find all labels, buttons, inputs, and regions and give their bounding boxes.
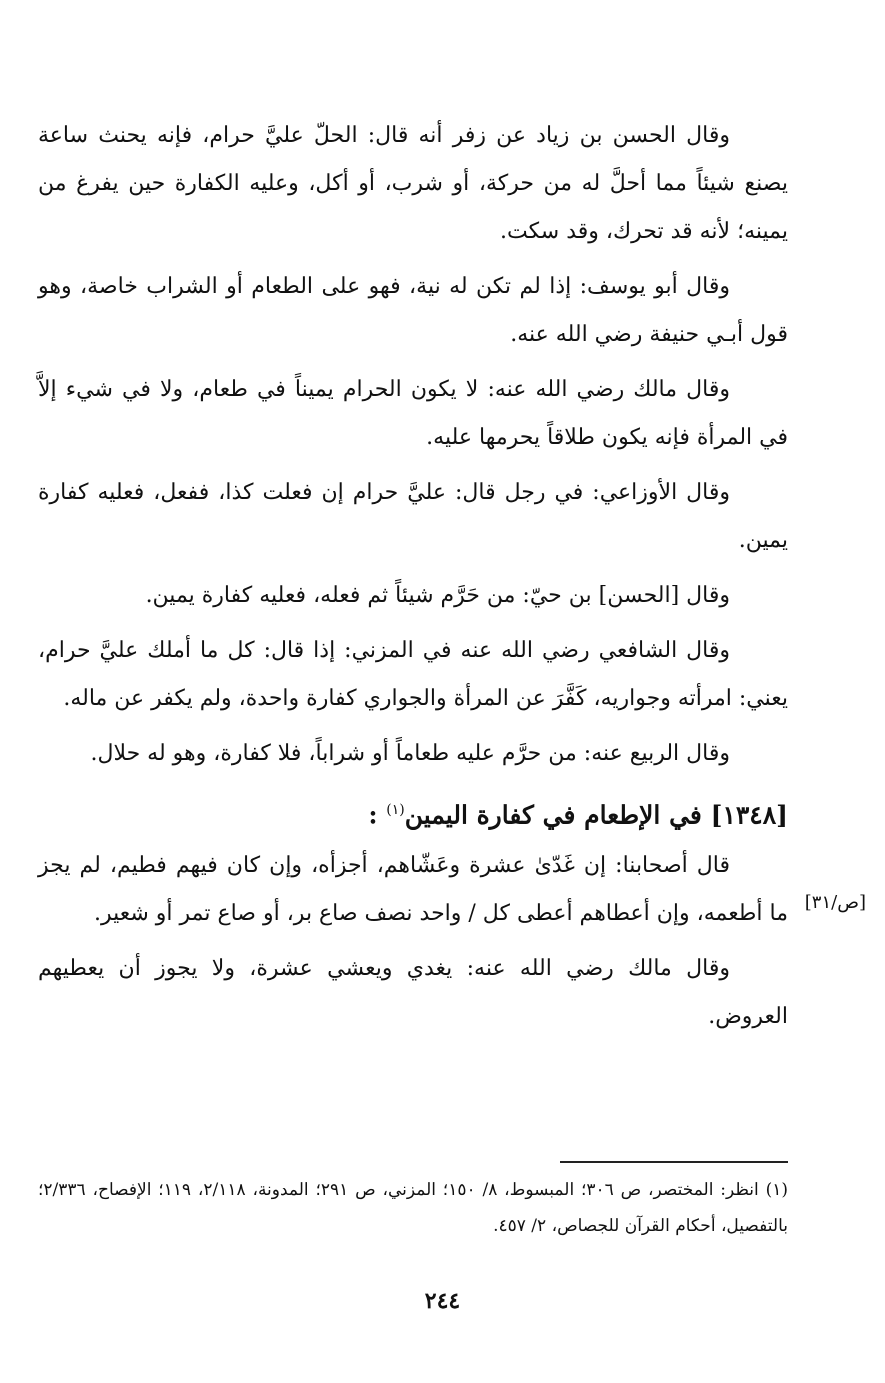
- paragraph-ashabuna: قال أصحابنا: إن غَدّىٰ عشرة وعَشّاهم، أجزأه، وإن كان فيهم فطيم، لم يجز ما أطعمه، وإن أعطاهم أعطى كل / واحد نصف صاع بر، أو صاع تمر أو شعير.: [38, 853, 788, 927]
- page-number: ٢٤٤: [424, 1288, 461, 1314]
- paragraph-awzai: وقال الأوزاعي: في رجل قال: عليَّ حرام إن فعلت كذا، ففعل، فعليه كفارة يمين.: [38, 480, 788, 553]
- footnote-divider: [560, 1161, 788, 1163]
- section-heading: [38, 785, 788, 840]
- paragraph-hasan-ibn-hayy: وقال [الحسن] بن حيّ: من حَرَّم شيئاً ثم فعله، فعليه كفارة يمين.: [145, 583, 730, 608]
- footnote-reference[interactable]: (١): [386, 802, 405, 818]
- paragraph-rabi: وقال الربيع عنه: من حرَّم عليه طعاماً أو شراباً، فلا كفارة، وهو له حلال.: [90, 741, 730, 766]
- margin-page-note: [ص/٣١]: [804, 892, 866, 914]
- paragraph-shafii: وقال الشافعي رضي الله عنه في المزني: إذا قال: كل ما أملك عليَّ حرام، يعني: امرأته وجواريه، كَفَّرَ عن المرأة والجواري كفارة واحدة، ولم يكفر عن ماله.: [38, 638, 788, 711]
- paragraph-hasan-ibn-ziyad: وقال الحسن بن زياد عن زفر أنه قال: الحلّ عليَّ حرام، فإنه يحنث ساعة يصنع شيئاً مما أحلَّ له من حركة، أو شرب، أو أكل، وعليه الكفارة حين يفرغ من يمينه؛ لأنه قد تحرك، وقد سكت.: [38, 123, 788, 244]
- section-title: في الإطعام في كفارة اليمين: [404, 800, 702, 830]
- section-body: [38, 842, 866, 1041]
- paragraph-malik-feeding: وقال مالك رضي الله عنه: يغدي ويعشي عشرة، ولا يجوز أن يعطيهم العروض.: [38, 956, 788, 1030]
- page-body: [38, 112, 866, 1048]
- footnote: (١) انظر: المختصر، ص ٣٠٦؛ المبسوط، ٨/ ١٥٠؛ المزني، ص ٢٩١؛ المدونة، ٢/١١٨، ١١٩؛ الإفصاح، ٢/٣٣٦؛ بالتفصيل، أحكام القرآن للجصاص، ٢/ ٤٥٧.: [38, 1180, 788, 1236]
- paragraph-abu-yusuf: وقال أبو يوسف: إذا لم تكن له نية، فهو على الطعام أو الشراب خاصة، وهو قول أبـي حنيفة رضي الله عنه.: [38, 274, 788, 347]
- paragraph-malik: وقال مالك رضي الله عنه: لا يكون الحرام يميناً في طعام، ولا في شيء إلاَّ في المرأة فإنه يكون طلاقاً يحرمها عليه.: [38, 377, 788, 450]
- section-number: [١٣٤٨]: [710, 800, 788, 830]
- section-colon: :: [368, 800, 378, 830]
